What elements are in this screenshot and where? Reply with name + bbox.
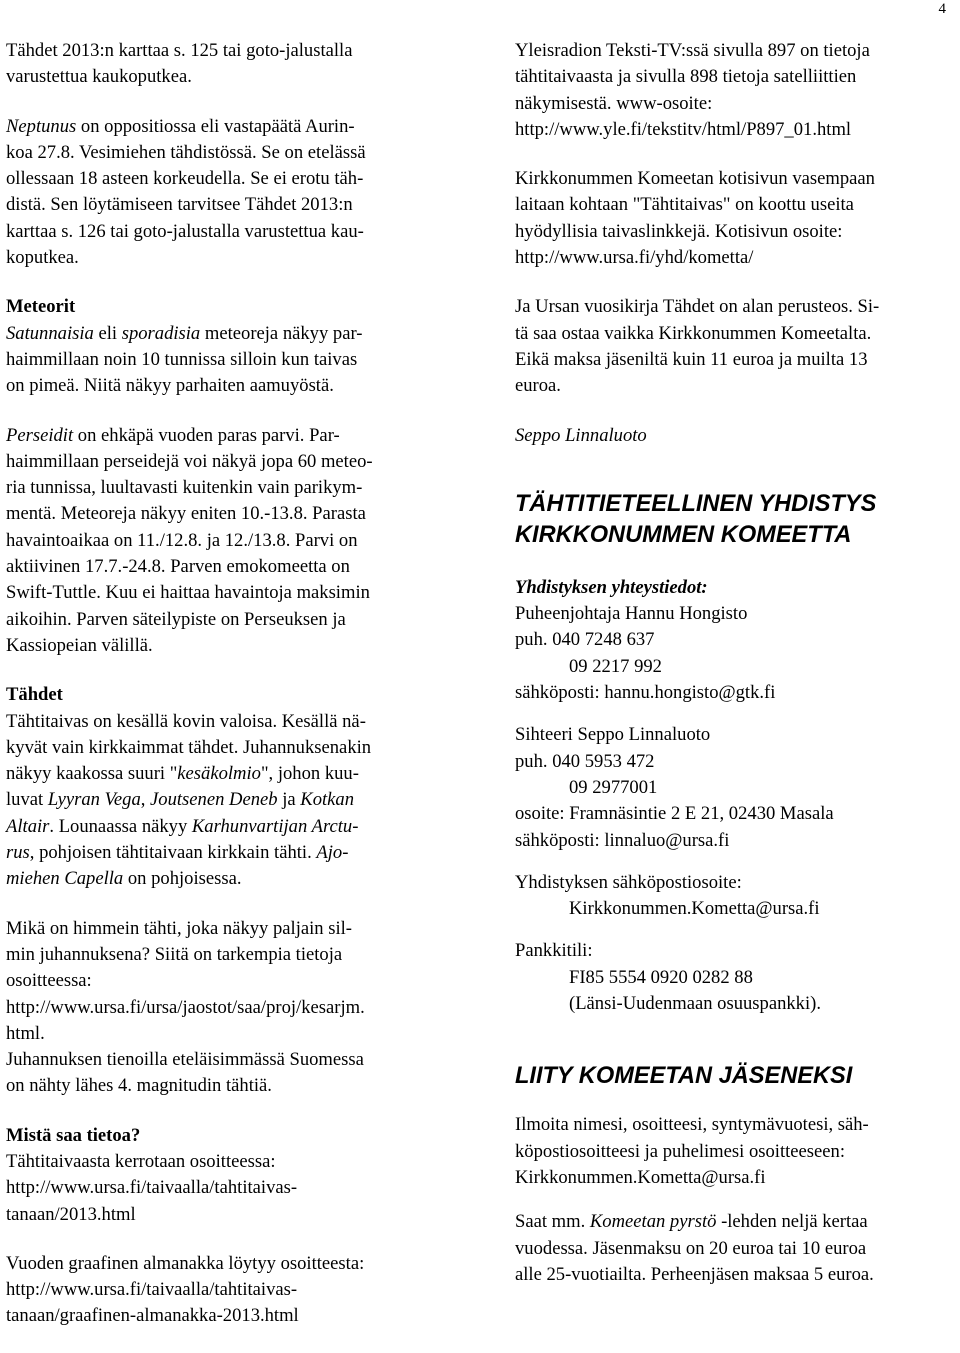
text-line [6,423,478,449]
arcturus-term: Karhunvartijan Arctu- [191,815,359,837]
association-email-label: Yhdistyksen sähköpostiosoite: [515,871,742,893]
chair-phone: puh. 040 7248 637 [515,629,655,651]
text-line: vuodessa. Jäsenmaksu on 20 euroa tai 10 euroa [515,1237,867,1259]
text-span: luvat [6,789,48,811]
text-line: näkymisestä. www-osoite: [515,92,713,114]
secretary-address: osoite: Framnäsintie 2 E 21, 02430 Masala [515,803,834,825]
text-line: mentä. Meteoreja näkyy eniten 10.-13.8. Parasta [6,503,366,525]
bank-account [515,938,953,1017]
sporadisia-term: sporadisia [121,322,201,344]
perseidit-term: Perseidit [6,424,74,446]
association-email-address[interactable]: Kirkkonummen.Kometta@ursa.fi [569,898,820,920]
text-line: on pimeä. Niitä näkyy parhaiten aamuyöstä. [6,375,334,397]
text-line: tä saa ostaa vaikka Kirkkonummen Komeetalta. [515,322,872,344]
link-url[interactable]: http://www.ursa.fi/taivaalla/tahtitaivas- [6,1177,298,1199]
link-url-end[interactable]: html. [6,1022,45,1044]
tahdet-heading: Tähdet [6,684,63,706]
kotkan-term: Kotkan [300,789,355,811]
chair-phone: 09 2217 992 [569,655,662,677]
text-line: haimmillaan noin 10 tunnissa silloin kun taivas [6,348,358,370]
secretary-phone: puh. 040 5953 472 [515,750,655,772]
kotisivu-paragraph [515,166,953,271]
text-line: Kassiopeian välillä. [6,634,153,656]
bank-name: (Länsi-Uudenmaan osuuspankki). [569,993,821,1015]
text-line [515,1209,953,1235]
right-column [515,38,953,1311]
text-line: kyvät vain kirkkaimmat tähdet. Juhannuksenakin [6,736,372,758]
text-span: ", johon kuu- [260,763,359,785]
text-span: , pohjoisen tähtitaivaan kirkkain tähti. [29,842,317,864]
text-line: Tähdet 2013:n karttaa s. 125 tai goto-jalustalla [6,40,353,61]
komeetan-pyrsto-term: Komeetan pyrstö [589,1211,717,1233]
bank-label: Pankkitili: [515,940,593,962]
text-span: näkyy kaakossa suuri " [6,763,178,785]
association-name-line2: KIRKKONUMMEN KOMEETTA [515,521,852,548]
left-column [6,38,478,1353]
text-line: distä. Sen löytämiseen tarvitsee Tähdet 2013:n [6,194,353,216]
text-line [6,787,478,813]
text-line [6,840,478,866]
text-line: aikoihin. Parven säteilypiste on Perseuksen ja [6,608,346,630]
text-line: hyödyllisia taivaslinkkejä. Kotisivun osoite: [515,220,843,242]
join-heading: LIITY KOMEETAN JÄSENEKSI [515,1063,853,1090]
link-url[interactable]: http://www.ursa.fi/yhd/kometta/ [515,247,754,269]
page-number: 4 [938,1,946,17]
secretary-phone: 09 2977001 [569,776,658,798]
meteorit-heading: Meteorit [6,296,76,318]
neptunus-term: Neptunus [6,115,77,137]
tahdet-2013-paragraph [6,38,478,91]
bank-account-number: FI85 5554 0920 0282 88 [569,966,753,988]
contacts-heading: Yhdistyksen yhteystiedot: [515,576,708,598]
almanakka-paragraph [6,1251,478,1330]
association-heading [515,489,953,551]
neptunus-paragraph [6,114,478,272]
mista-heading: Mistä saa tietoa? [6,1124,141,1146]
text-line: aktiivinen 17.7.-24.8. Parven emokomeetta on [6,556,350,578]
chair-contact [515,575,953,706]
capella-term-end: miehen Capella [6,868,124,890]
text-line: haimmillaan perseidejä voi näkyä jopa 60 meteo- [6,450,373,472]
text-line: Kirkkonummen Komeetan kotisivun vasempaan [515,168,875,190]
text-span: eli [93,322,122,344]
kesakolmio-term: kesäkolmio [177,763,261,785]
text-line: osoitteessa: [6,970,92,992]
author-paragraph [515,423,953,449]
chair-name: Puheenjohtaja Hannu Hongisto [515,603,748,625]
text-line: Vuoden graafinen almanakka löytyy osoitteesta: [6,1252,365,1274]
text-line: karttaa s. 126 tai goto-jalustalla varustettua kau- [6,220,364,242]
himmein-paragraph [6,916,478,1100]
text-span: on pohjoisessa. [123,868,242,890]
mista-section [6,1123,478,1228]
text-span: meteoreja näkyy par- [200,322,363,344]
text-span: on oppositiossa eli vastapäätä Aurin- [76,115,355,137]
vuosikirja-paragraph [515,294,953,399]
text-line: alle 25-vuotiailta. Perheenjäsen maksaa 5 euroa. [515,1263,874,1285]
text-line: koputkea. [6,247,79,269]
text-span: . Lounaassa näkyy [49,815,192,837]
text-line [6,761,478,787]
text-line: Swift-Tuttle. Kuu ei haittaa havaintoja maksimin [6,582,370,604]
yle-paragraph [515,38,953,143]
altair-term: Altair [6,815,50,837]
secretary-email[interactable]: sähköposti: linnaluo@ursa.fi [515,829,730,851]
text-line: euroa. [515,375,561,397]
vega-term: Lyyran Vega [47,789,141,811]
text-span: -lehden neljä kertaa [716,1211,868,1233]
text-line [6,114,478,140]
text-line: Tähtitaivaasta kerrotaan osoitteessa: [6,1150,276,1172]
join-paragraph [515,1112,953,1191]
text-line: koa 27.8. Vesimiehen tähdistössä. Se on etelässä [6,141,366,163]
author-name: Seppo Linnaluoto [515,424,647,446]
association-email [515,870,953,923]
link-url[interactable]: http://www.ursa.fi/ursa/jaostot/saa/proj/kesarjm. [6,996,365,1018]
meteorit-section [6,294,478,399]
link-url[interactable]: http://www.ursa.fi/taivaalla/tahtitaivas- [6,1279,298,1301]
text-span: , [140,789,151,811]
text-line: Mikä on himmein tähti, joka näkyy paljain sil- [6,917,352,939]
text-line: ria tunnissa, luultavasti kuitenkin vain parikym- [6,477,363,499]
text-line: Tähtitaivas on kesällä kovin valoisa. Kesällä nä- [6,710,366,732]
text-line: ollessaan 18 asteen korkeudella. Se ei erotu täh- [6,168,364,190]
text-line: Eikä maksa jäseniltä kuin 11 euroa ja muilta 13 [515,348,868,370]
association-name-line1: TÄHTITIETEELLINEN YHDISTYS [515,490,877,517]
join-email[interactable]: Kirkkonummen.Kometta@ursa.fi [515,1166,766,1188]
tahdet-section [6,682,478,892]
text-span: Saat mm. [515,1211,590,1233]
link-url-end[interactable]: tanaan/2013.html [6,1203,136,1225]
satunnaisia-term: Satunnaisia [6,322,94,344]
link-url-end[interactable]: tanaan/graafinen-almanakka-2013.html [6,1305,299,1327]
deneb-term: Joutsenen Deneb [150,789,278,811]
text-span: ja [277,789,301,811]
text-line: on nähty lähes 4. magnitudin tähtiä. [6,1075,272,1097]
text-line: Juhannuksen tienoilla eteläisimmässä Suomessa [6,1049,364,1071]
chair-email[interactable]: sähköposti: hannu.hongisto@gtk.fi [515,682,776,704]
text-line: havaintoaikaa on 11./12.8. ja 12./13.8. Parvi on [6,529,358,551]
secretary-contact [515,722,953,853]
text-line: Yleisradion Teksti-TV:ssä sivulla 897 on tietoja [515,40,870,61]
membership-paragraph [515,1209,953,1288]
capella-term: Ajo- [316,842,349,864]
text-line: köpostiosoitteesi ja puhelimesi osoitteeseen: [515,1140,845,1162]
text-span: on ehkäpä vuoden paras parvi. Par- [73,424,340,446]
link-url[interactable]: http://www.yle.fi/tekstitv/html/P897_01.html [515,118,852,140]
text-line: tähtitaivaasta ja sivulla 898 tietoja satelliittien [515,66,857,88]
text-line [6,814,478,840]
text-line: laitaan kohtaan "Tähtitaivas" on koottu useita [515,194,854,216]
arcturus-term-end: rus [6,842,30,864]
text-line: min juhannuksena? Siitä on tarkempia tietoja [6,943,343,965]
perseidit-paragraph [6,423,478,660]
text-line: varustettua kaukoputkea. [6,66,192,88]
text-line: Ilmoita nimesi, osoitteesi, syntymävuotesi, säh- [515,1114,869,1136]
text-line: Ja Ursan vuosikirja Tähdet on alan perusteos. Si- [515,296,880,318]
text-line [6,321,478,347]
secretary-name: Sihteeri Seppo Linnaluoto [515,724,711,746]
text-line [6,866,478,892]
